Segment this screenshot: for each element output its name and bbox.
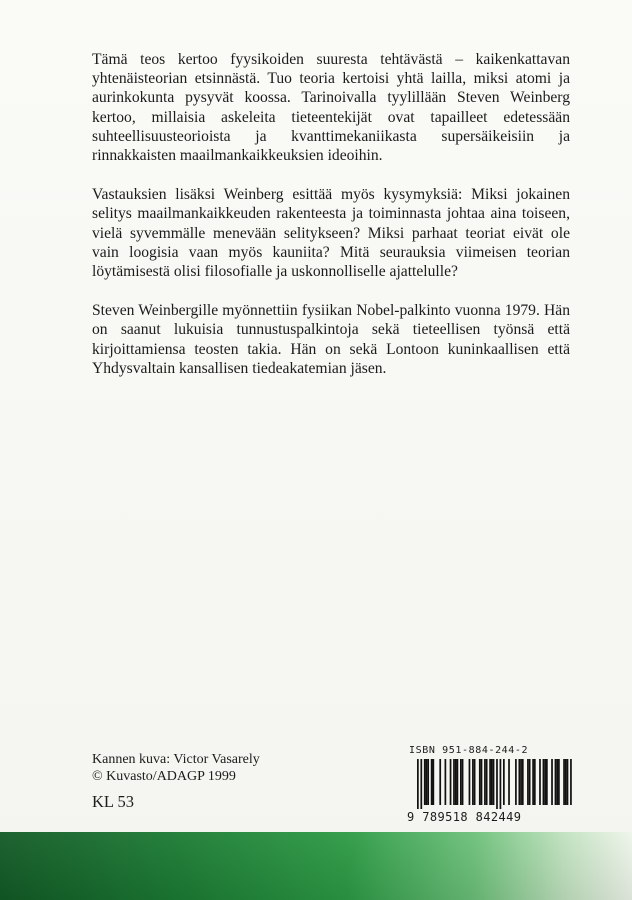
barcode-bar — [457, 759, 459, 805]
barcode-bar — [424, 759, 426, 805]
barcode-bar — [474, 759, 476, 805]
barcode-bar — [567, 759, 569, 805]
barcode-bar — [453, 759, 455, 805]
barcode-bar — [563, 759, 565, 805]
barcode-bar — [486, 759, 488, 805]
barcode-bar — [484, 759, 486, 805]
barcode-bar — [539, 759, 541, 805]
blurb-paragraph-3: Steven Weinbergille myönnettiin fysiikan Nobel-palkinto vuonna 1979. Hän on saanut lukuisia tunnustuspalkintoja sekä tieteellisen työnsä että kirjoittamiensa teosten takia. Hän on sekä Lontoon kuninkaallisen että Yhdysvaltain kansallisen tiedeakatemian jäsen. — [92, 302, 570, 377]
barcode-bar — [543, 759, 545, 805]
barcode-bar — [472, 759, 474, 805]
barcode-bar — [431, 759, 433, 805]
barcode-bar — [432, 759, 434, 805]
barcode-bar — [570, 759, 572, 805]
barcode-bar — [479, 759, 481, 805]
isbn-number: ISBN 951-884-244-2 — [409, 745, 529, 756]
barcode-bar — [462, 759, 464, 805]
barcode-bar — [420, 759, 422, 809]
barcode-bar — [558, 759, 560, 805]
barcode-bar — [529, 759, 531, 805]
ean-barcode — [407, 759, 572, 811]
blurb-paragraph-2: Vastauksien lisäksi Weinberg esittää myös kysymyksiä: Miksi jokainen selitys maailmankaikkeuden rakenteesta ja toiminnasta johtaa aina toiseen, vielä syvemmälle menevään selitykseen? Miksi parhaat teoriat eivät ole vain loogisia vaan myös kauniita? Mitä seurauksia viimeisen teorian löytämisestä olisi filosofialle ja uskonnolliselle ajattelulle? — [92, 186, 570, 281]
barcode-bar — [544, 759, 546, 805]
barcode-bar — [491, 759, 493, 805]
barcode-bar — [522, 759, 524, 805]
barcode-bar — [496, 759, 498, 809]
barcode-bar — [455, 759, 457, 805]
barcode-bar — [503, 759, 505, 805]
back-cover-blurb — [92, 50, 570, 378]
barcode-bar — [508, 759, 510, 805]
barcode-bar — [439, 759, 441, 805]
barcode-block — [407, 745, 572, 827]
barcode-bar — [417, 759, 419, 809]
cover-credits — [92, 751, 260, 785]
barcode-bar — [520, 759, 522, 805]
ean-digits: 9 789518 842449 — [407, 810, 522, 824]
blurb-paragraph-1: Tämä teos kertoo fyysikoiden suuresta tehtävästä – kaikenkattavan yhtenäisteorian etsinnästä. Tuo teoria kertoisi yhtä lailla, miksi atomi ja aurinkokunta pysyvät koossa. Tarinoivalla tyylillään Steven Weinberg kertoo, millaisia askeleita tieteentekijät ovat tapailleet edetessään suhteellisuusteorioista ja kvanttimekaniikasta supersäikeisiin ja rinnakkaisten maailmankaikkeuksien ideoihin. — [92, 51, 570, 165]
barcode-bar — [450, 759, 452, 805]
barcode-bar — [426, 759, 428, 805]
barcode-bar — [565, 759, 567, 805]
barcode-bar — [489, 759, 491, 805]
barcode-bar — [518, 759, 520, 805]
barcode-bar — [546, 759, 548, 805]
barcode-bar — [460, 759, 462, 805]
barcode-bar — [445, 759, 447, 805]
barcode-bar — [527, 759, 529, 805]
barcode-bar — [551, 759, 553, 805]
cover-image-credit: Kannen kuva: Victor Vasarely — [92, 752, 260, 767]
barcode-bar — [534, 759, 536, 805]
barcode-bar — [481, 759, 483, 805]
copyright-notice: © Kuvasto/ADAGP 1999 — [92, 769, 236, 784]
barcode-bar — [515, 759, 517, 805]
barcode-bar — [500, 759, 502, 809]
barcode-bar — [555, 759, 557, 805]
barcode-bar — [427, 759, 429, 805]
green-gradient-band — [0, 832, 632, 900]
barcode-bar — [532, 759, 534, 805]
barcode-bar — [556, 759, 558, 805]
barcode-bar — [469, 759, 471, 805]
barcode-bar — [493, 759, 495, 805]
library-class-code: KL 53 — [92, 792, 135, 811]
